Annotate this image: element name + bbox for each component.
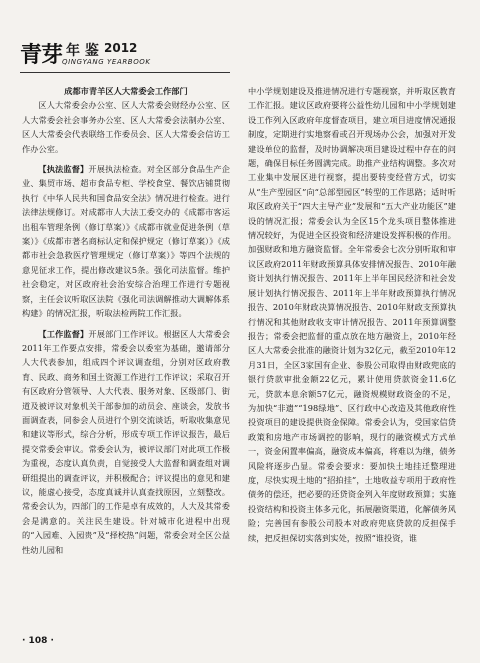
yearbook-logo-text: 年 鉴 — [66, 43, 99, 59]
header-divider — [20, 72, 230, 73]
work-supervision-paragraph — [22, 327, 230, 558]
law-enforcement-paragraph — [22, 162, 230, 320]
work-supervision-label: 【工作监督】 — [38, 328, 89, 339]
work-supervision-text: 开展部门工作评议。根据区人大常委会2011年工作要点安排，常委会以委室为基础，邀请部分人大代表参加，组成四个评议调查组，分别对区政府教育、民政、商务和国土资源工作进行工作评议；采取召开有区政府分管领导、人大代表、服务对象、区级部门、街道及被评议对象机关干部参加的动员会、座谈会，发放书面调查表，同参会人员进行个别交流谈话，听取收集意见和建议等形式，综合分析，形成专项工作评议报告，最后提交常委会审议。常委会认为，被评议部门对此项工作极为重视，态度认真负责，自觉接受人大监督和调查组对调研组提出的调查评议，并积极配合；评议提出的意见和建议，能虚心接受，态度真诚并认真查找原因，立刻整改。常委会认为，四部门的工作是卓有成效的，人大及其常委会是满意的。关注民生建设。针对城市化进程中出现的“入园难、入园贵”及“择校热”问题，常委会对全区公益性幼儿园和 — [22, 328, 230, 555]
right-column — [248, 84, 456, 545]
yearbook-english-name: QINGYANG YEARBOOK — [62, 58, 151, 66]
continued-paragraph: 中小学规划建设及推进情况进行专题视察，并听取区教育工作汇报。建议区政府要将公益性幼儿园和中小学规划建设工作列入区政府年度督查项目，建立项目进度情况通报制度，定期进行实地察看或召开现场办公会，加强对开发建设单位的监督，及时协调解决项目建设过程中存在的问题，确保目标任务圆满完成。助推产业结构调整。多次对工业集中发展区进行视察，提出要转变经营方式，切实从“生产型园区”向“总部型园区”转型的工作思路；适时听取区政府关于“四大主导产业”发展和“五大产业功能区”建设的情况汇报；常委会认为全区15个龙头项目整体推进情况较好，为促进全区投资和经济建设发挥积极的作用。加强财政和地方融资监督。全年常委会七次分别听取和审议区政府2011年财政预算具体安排情况报告、2010年融资计划执行情况报告、2011年上半年国民经济和社会发展计划执行情况报告、2011年上半年财政预算执行情况报告、2010年财政决算情况报告、2010年财政支预算执行情况和其他财政收支审计情况报告、2011年预算调整报告；常委会把监督的重点放在地方融资上，2010年经区人大常委会批准的融资计划为32亿元，截至2010年12月31日，全区3家国有企业、参股公司取得由财政兜底的银行贷款审批金额22亿元，累计使用贷款资金11.6亿元，贷款本息余额57亿元，融资规模财政资金的不足，为加快“非遗”“198绿地”、区行政中心改造及其他政府性投资项目的建设提供资金保障。常委会认为，受国家信贷政策和房地产市场调控的影响，现行的融资模式方式单一，资金闲置率偏高，融资成本偏高，将难以为继，债务风险将逐步凸显。常委会要求：要加快土地挂迁整理进度，尽快实现土地的“招拍挂”，土地收益专项用于政府性债务的偿还，把必要的还贷资金列入年度财政预算；实施投资结构和投资主体多元化，拓展融资渠道，化解债务风险；完善国有参股公司股本对政府兜底贷款的反担保手续，把反担保切实落到实处，按照“谁投资，谁 — [248, 86, 456, 543]
intro-paragraph: 区人大常委会办公室、区人大常委会财经办公室、区人大常委会社会事务办公室、区人大常委会法制办公室、区人大常委会代表联络工作委员会、区人大常委会信访工作办公室。 — [22, 100, 230, 154]
page-number: · 108 · — [22, 636, 54, 646]
yearbook-logo-glyph: 青芽 — [20, 42, 63, 68]
left-column — [22, 84, 230, 557]
section-title: 成都市青羊区人大常委会工作部门 — [64, 86, 188, 96]
yearbook-year: 2012 — [104, 41, 138, 55]
law-enforcement-text: 开展执法检查。对全区部分食品生产企业、集贸市场、超市食品专柜、学校食堂、餐饮店铺贯彻执行《中华人民共和国食品安全法》情况进行检查。进行法律法规修订。对成都市人大法工委交办的《成都市客运出租车管理条例（修订草案）》《成都市就业促进条例（草案）》《成都市著名商标认定和保护规定（修订草案）》《成都市社会急救医疗管理规定（修订草案）》等四个法规的意见征求工作，提出修改建议5条。强化司法监督。维护社会稳定，对区政府社会治安综合治理工作进行专题视察，主任会议听取区法院《强化司法调解推动大调解体系构建》的情况汇报，听取法检两院工作汇报。 — [22, 164, 230, 319]
law-enforcement-label: 【执法监督】 — [38, 164, 89, 175]
